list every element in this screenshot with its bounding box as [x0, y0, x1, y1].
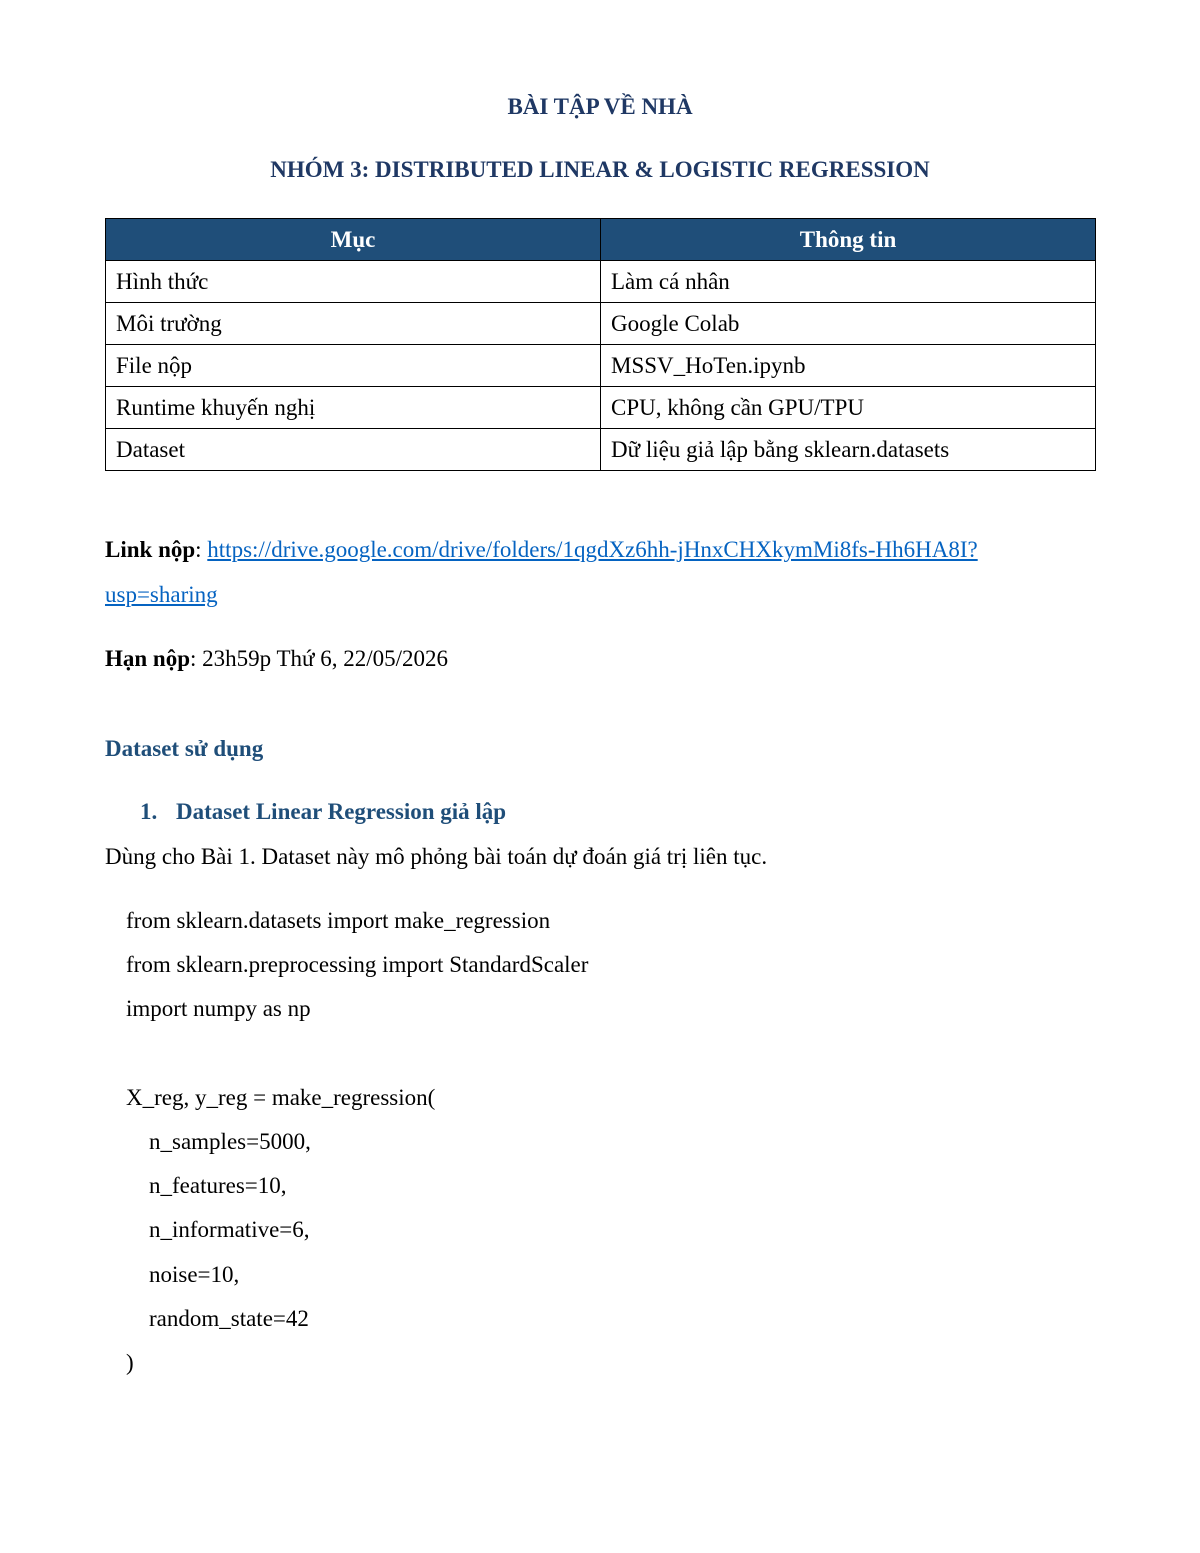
- document-title: BÀI TẬP VỀ NHÀ: [507, 94, 693, 119]
- table-cell-value: MSSV_HoTen.ipynb: [601, 345, 1096, 387]
- info-table: [105, 218, 1096, 471]
- table-cell-label: Hình thức: [106, 261, 601, 303]
- section-heading: Dataset sử dụng: [105, 736, 264, 761]
- table-row: [106, 345, 1096, 387]
- table-row: [106, 429, 1096, 471]
- table-header-row: [106, 219, 1096, 261]
- code-line: X_reg, y_reg = make_regression(: [126, 1084, 436, 1110]
- code-line: from sklearn.datasets import make_regression: [126, 908, 551, 933]
- list-item-title: Dataset Linear Regression giả lập: [176, 799, 507, 824]
- table-cell-label: Runtime khuyến nghị: [106, 387, 601, 429]
- deadline-label: Hạn nộp: [105, 646, 191, 671]
- submission-link-line-continued: [105, 582, 218, 608]
- code-line: n_features=10,: [126, 1173, 287, 1199]
- submission-link-line: [105, 537, 978, 563]
- table-cell-value: CPU, không cần GPU/TPU: [601, 387, 1096, 429]
- list-item-heading: [140, 799, 506, 825]
- table-row: [106, 261, 1096, 303]
- table-cell-label: Dataset: [106, 429, 601, 471]
- submission-link[interactable]: https://drive.google.com/drive/folders/1qgdXz6hh-jHnxCHXkymMi8fs-Hh6HA8I?: [207, 537, 978, 562]
- deadline-value: : 23h59p Thứ 6, 22/05/2026: [190, 646, 449, 671]
- deadline-line: [105, 646, 448, 672]
- code-line: ): [126, 1349, 134, 1375]
- table-cell-label: File nộp: [106, 345, 601, 387]
- code-line: random_state=42: [126, 1305, 309, 1331]
- table-row: [106, 387, 1096, 429]
- table-row: [106, 303, 1096, 345]
- code-line: import numpy as np: [126, 996, 311, 1022]
- list-item-number: 1.: [140, 799, 158, 824]
- submission-link-continued[interactable]: usp=sharing: [105, 582, 218, 607]
- document-subtitle: NHÓM 3: DISTRIBUTED LINEAR & LOGISTIC REGRESSION: [270, 157, 930, 182]
- code-line: from sklearn.preprocessing import StandardScaler: [126, 952, 589, 978]
- code-line: [126, 1039, 588, 1083]
- table-header-cell: Thông tin: [601, 219, 1096, 261]
- code-line: n_samples=5000,: [126, 1128, 311, 1154]
- code-line: n_informative=6,: [126, 1217, 310, 1243]
- submission-link-label: Link nộp: [105, 537, 196, 562]
- table-cell-value: Dữ liệu giả lập bằng sklearn.datasets: [601, 429, 1096, 471]
- submission-link-separator: :: [195, 537, 208, 562]
- section-description: Dùng cho Bài 1. Dataset này mô phỏng bài toán dự đoán giá trị liên tục.: [105, 844, 768, 869]
- code-block: [126, 906, 588, 1392]
- code-line: noise=10,: [126, 1261, 240, 1287]
- table-cell-label: Môi trường: [106, 303, 601, 345]
- table-cell-value: Làm cá nhân: [601, 261, 1096, 303]
- table-header-cell: Mục: [106, 219, 601, 261]
- table-cell-value: Google Colab: [601, 303, 1096, 345]
